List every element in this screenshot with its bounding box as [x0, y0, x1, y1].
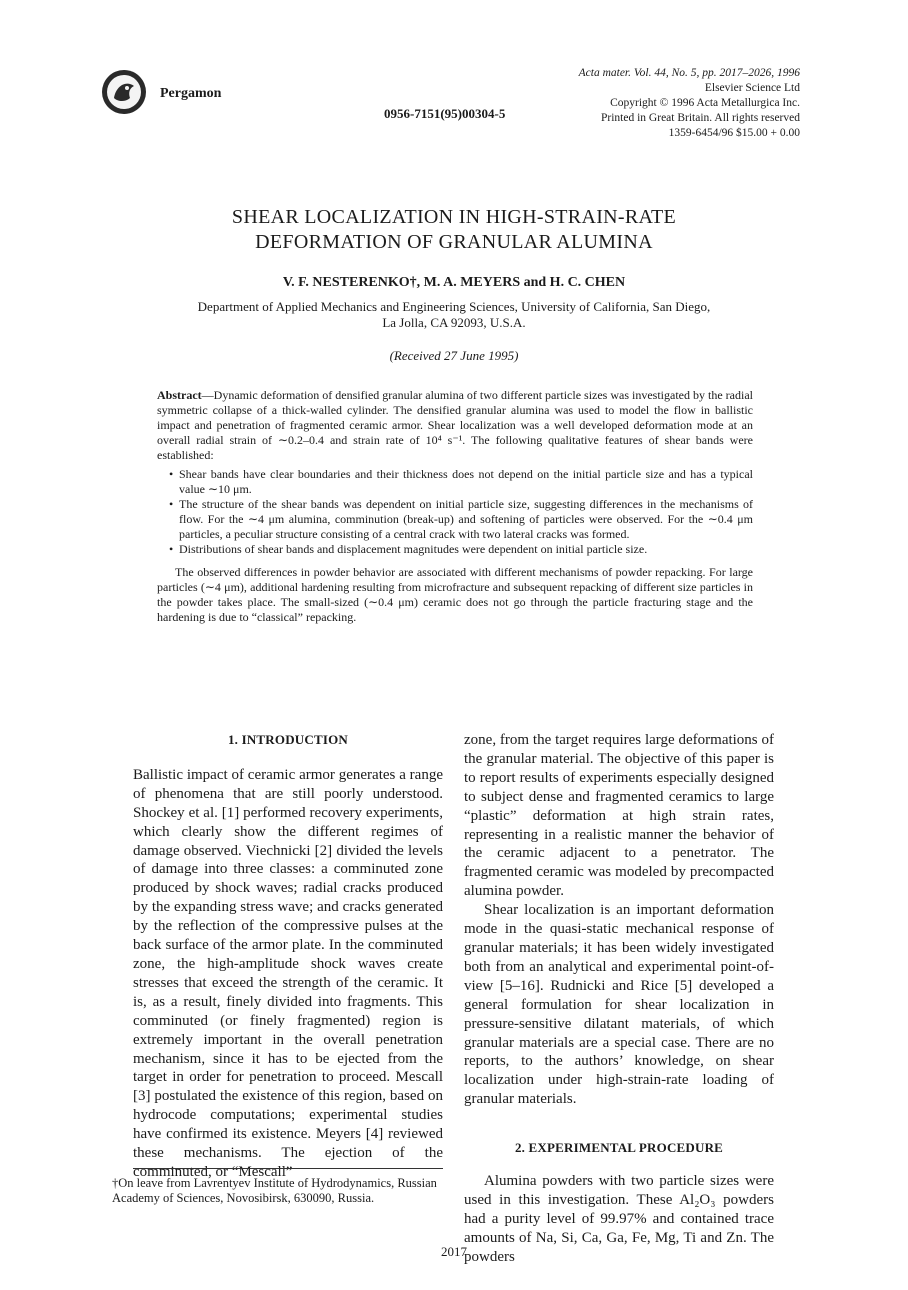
abstract-bullet-text: The structure of the shear bands was dependent on initial particle size, suggesting differences in the mechanisms of flow. For the ∼4 μm alumina, comminution (break-up) and softening of particles were observed. For the ∼0.4 μm particles, a peculiar structure consisting of a central crack with two lateral cracks was formed. — [179, 497, 753, 541]
journal-citation: Acta mater. Vol. 44, No. 5, pp. 2017–2026, 1996 — [578, 67, 800, 79]
intro-paragraph-2: Shear localization is an important deformation mode in the quasi-static mechanical response of granular materials; it has been widely investigated both from an analytical and experimental point-of-view [5–16]. Rudnicki and Rice [5] developed a general formulation for shear localization in pressure-sensitive dilatant materials, of which granular materials are a special case. There are no reports, to the authors’ knowledge, on shear localization under high-strain-rate loading of granular materials. — [464, 902, 774, 1108]
section-heading-experimental: 2. EXPERIMENTAL PROCEDURE — [514, 1140, 724, 1156]
right-column — [464, 731, 774, 1267]
bullet-icon: • — [169, 467, 174, 481]
title-line-1: SHEAR LOCALIZATION IN HIGH-STRAIN-RATE — [231, 206, 677, 228]
journal-publisher: Elsevier Science Ltd — [704, 82, 800, 94]
footnote-divider — [133, 1168, 443, 1169]
abstract-bullets — [157, 467, 753, 557]
abstract-bullet-text: Distributions of shear bands and displacement magnitudes were dependent on initial particle size. — [179, 542, 648, 556]
journal-copyright: Copyright © 1996 Acta Metallurgica Inc. — [610, 97, 800, 109]
abstract-closing: The observed differences in powder behavior are associated with different mechanisms of powder repacking. For large particles (∼4 μm), additional hardening resulting from microfracture and subsequent repacking of different size particles in the powder takes place. The small-sized (∼0.4 μm) ceramic does not go through the particle fracturing stage and the hardening is due to “classical” repacking. — [157, 565, 753, 624]
authors: V. F. NESTERENKO†, M. A. MEYERS and H. C. CHEN — [282, 275, 626, 290]
paper-title — [0, 205, 908, 255]
abstract-text: —Dynamic deformation of densified granular alumina of two different particle sizes was investigated by the radial symmetric collapse of a thick-walled cylinder. The densified granular alumina was used to model the flow in ballistic impact and penetration of fragmented ceramic armor. Shear localization was a well developed deformation mode at an overall radial strain of ∼0.2–0.4 and strain rate of 10⁴ s⁻¹. The following qualitative features of shear bands were established: — [157, 388, 753, 462]
journal-issn-price: 1359-6454/96 $15.00 + 0.00 — [668, 127, 800, 139]
affiliation-line-1: Department of Applied Mechanics and Engineering Sciences, University of California, San Diego, — [197, 299, 711, 314]
pergamon-logo-icon — [100, 68, 148, 116]
abstract-bullet — [169, 497, 753, 542]
affiliation — [0, 299, 908, 331]
intro-paragraph-1-continued: zone, from the target requires large deformations of the granular material. The objective of this paper is to report results of experiments especially designed to subject dense and fragmented ceramics to large “plastic” deformation at high strain rates, representing in a realistic manner the behavior of the ceramic adjacent to a penetrator. The fragmented ceramic was modeled by precompacted alumina powder. — [464, 732, 774, 900]
abstract-bullet — [169, 467, 753, 497]
abstract-label: Abstract — [157, 388, 202, 402]
publisher-name: Pergamon — [160, 86, 222, 101]
abstract-intro — [157, 388, 753, 463]
bullet-icon: • — [169, 497, 174, 511]
footnote — [112, 1176, 446, 1206]
footnote-mark: † — [112, 1176, 119, 1190]
section-heading-introduction: 1. INTRODUCTION — [227, 732, 348, 747]
left-column — [133, 731, 443, 1182]
affiliation-line-2: La Jolla, CA 92093, U.S.A. — [382, 315, 526, 330]
footnote-text: On leave from Lavrentyev Institute of Hydrodynamics, Russian Academy of Sciences, Novosibirsk, 630090, Russia. — [112, 1176, 437, 1205]
intro-paragraph-1: Ballistic impact of ceramic armor generates a range of phenomena that are still poorly understood. Shockey et al. [1] performed recovery experiments, which clearly show the different regimes of damage observed. Viechnicki [2] divided the levels of damage into three classes: a comminuted zone produced by shock waves; radial cracks produced by the expanding stress wave; and cracks generated by the reflection of the compressive pulses at the back surface of the armor plate. In the comminuted zone, the high-amplitude shock waves create stresses that exceed the strength of the ceramic. It is, as a result, finely divided into fragments. This comminuted (or finely fragmented) region is extremely important in the overall penetration mechanism, since it has to be ejected from the target in order for penetration to proceed. Mescall [3] postulated the existence of this region, based on hydrocode computations; experimental studies have confirmed its existence. Meyers [4] reviewed these mechanisms. The ejection of the comminuted, or “Mescall” — [133, 766, 443, 1180]
journal-info — [579, 66, 800, 141]
journal-printed: Printed in Great Britain. All rights reserved — [601, 112, 800, 124]
received-date: (Received 27 June 1995) — [389, 348, 519, 363]
abstract — [157, 388, 753, 625]
abstract-bullet — [169, 542, 753, 557]
title-line-2: DEFORMATION OF GRANULAR ALUMINA — [255, 231, 653, 253]
experimental-paragraph-1: Alumina powders with two particle sizes were used in this investigation. These Al₂O₃ powders had a purity level of 99.97% and contained trace amounts of Na, Si, Ca, Ga, Fe, Mg, Ti and Zn. The powders — [464, 1173, 774, 1265]
page-number: 2017 — [441, 1244, 467, 1259]
doi: 0956-7151(95)00304-5 — [384, 106, 506, 121]
bullet-icon: • — [169, 542, 174, 556]
abstract-bullet-text: Shear bands have clear boundaries and their thickness does not depend on the initial particle size and has a typical value ∼10 μm. — [179, 467, 753, 496]
